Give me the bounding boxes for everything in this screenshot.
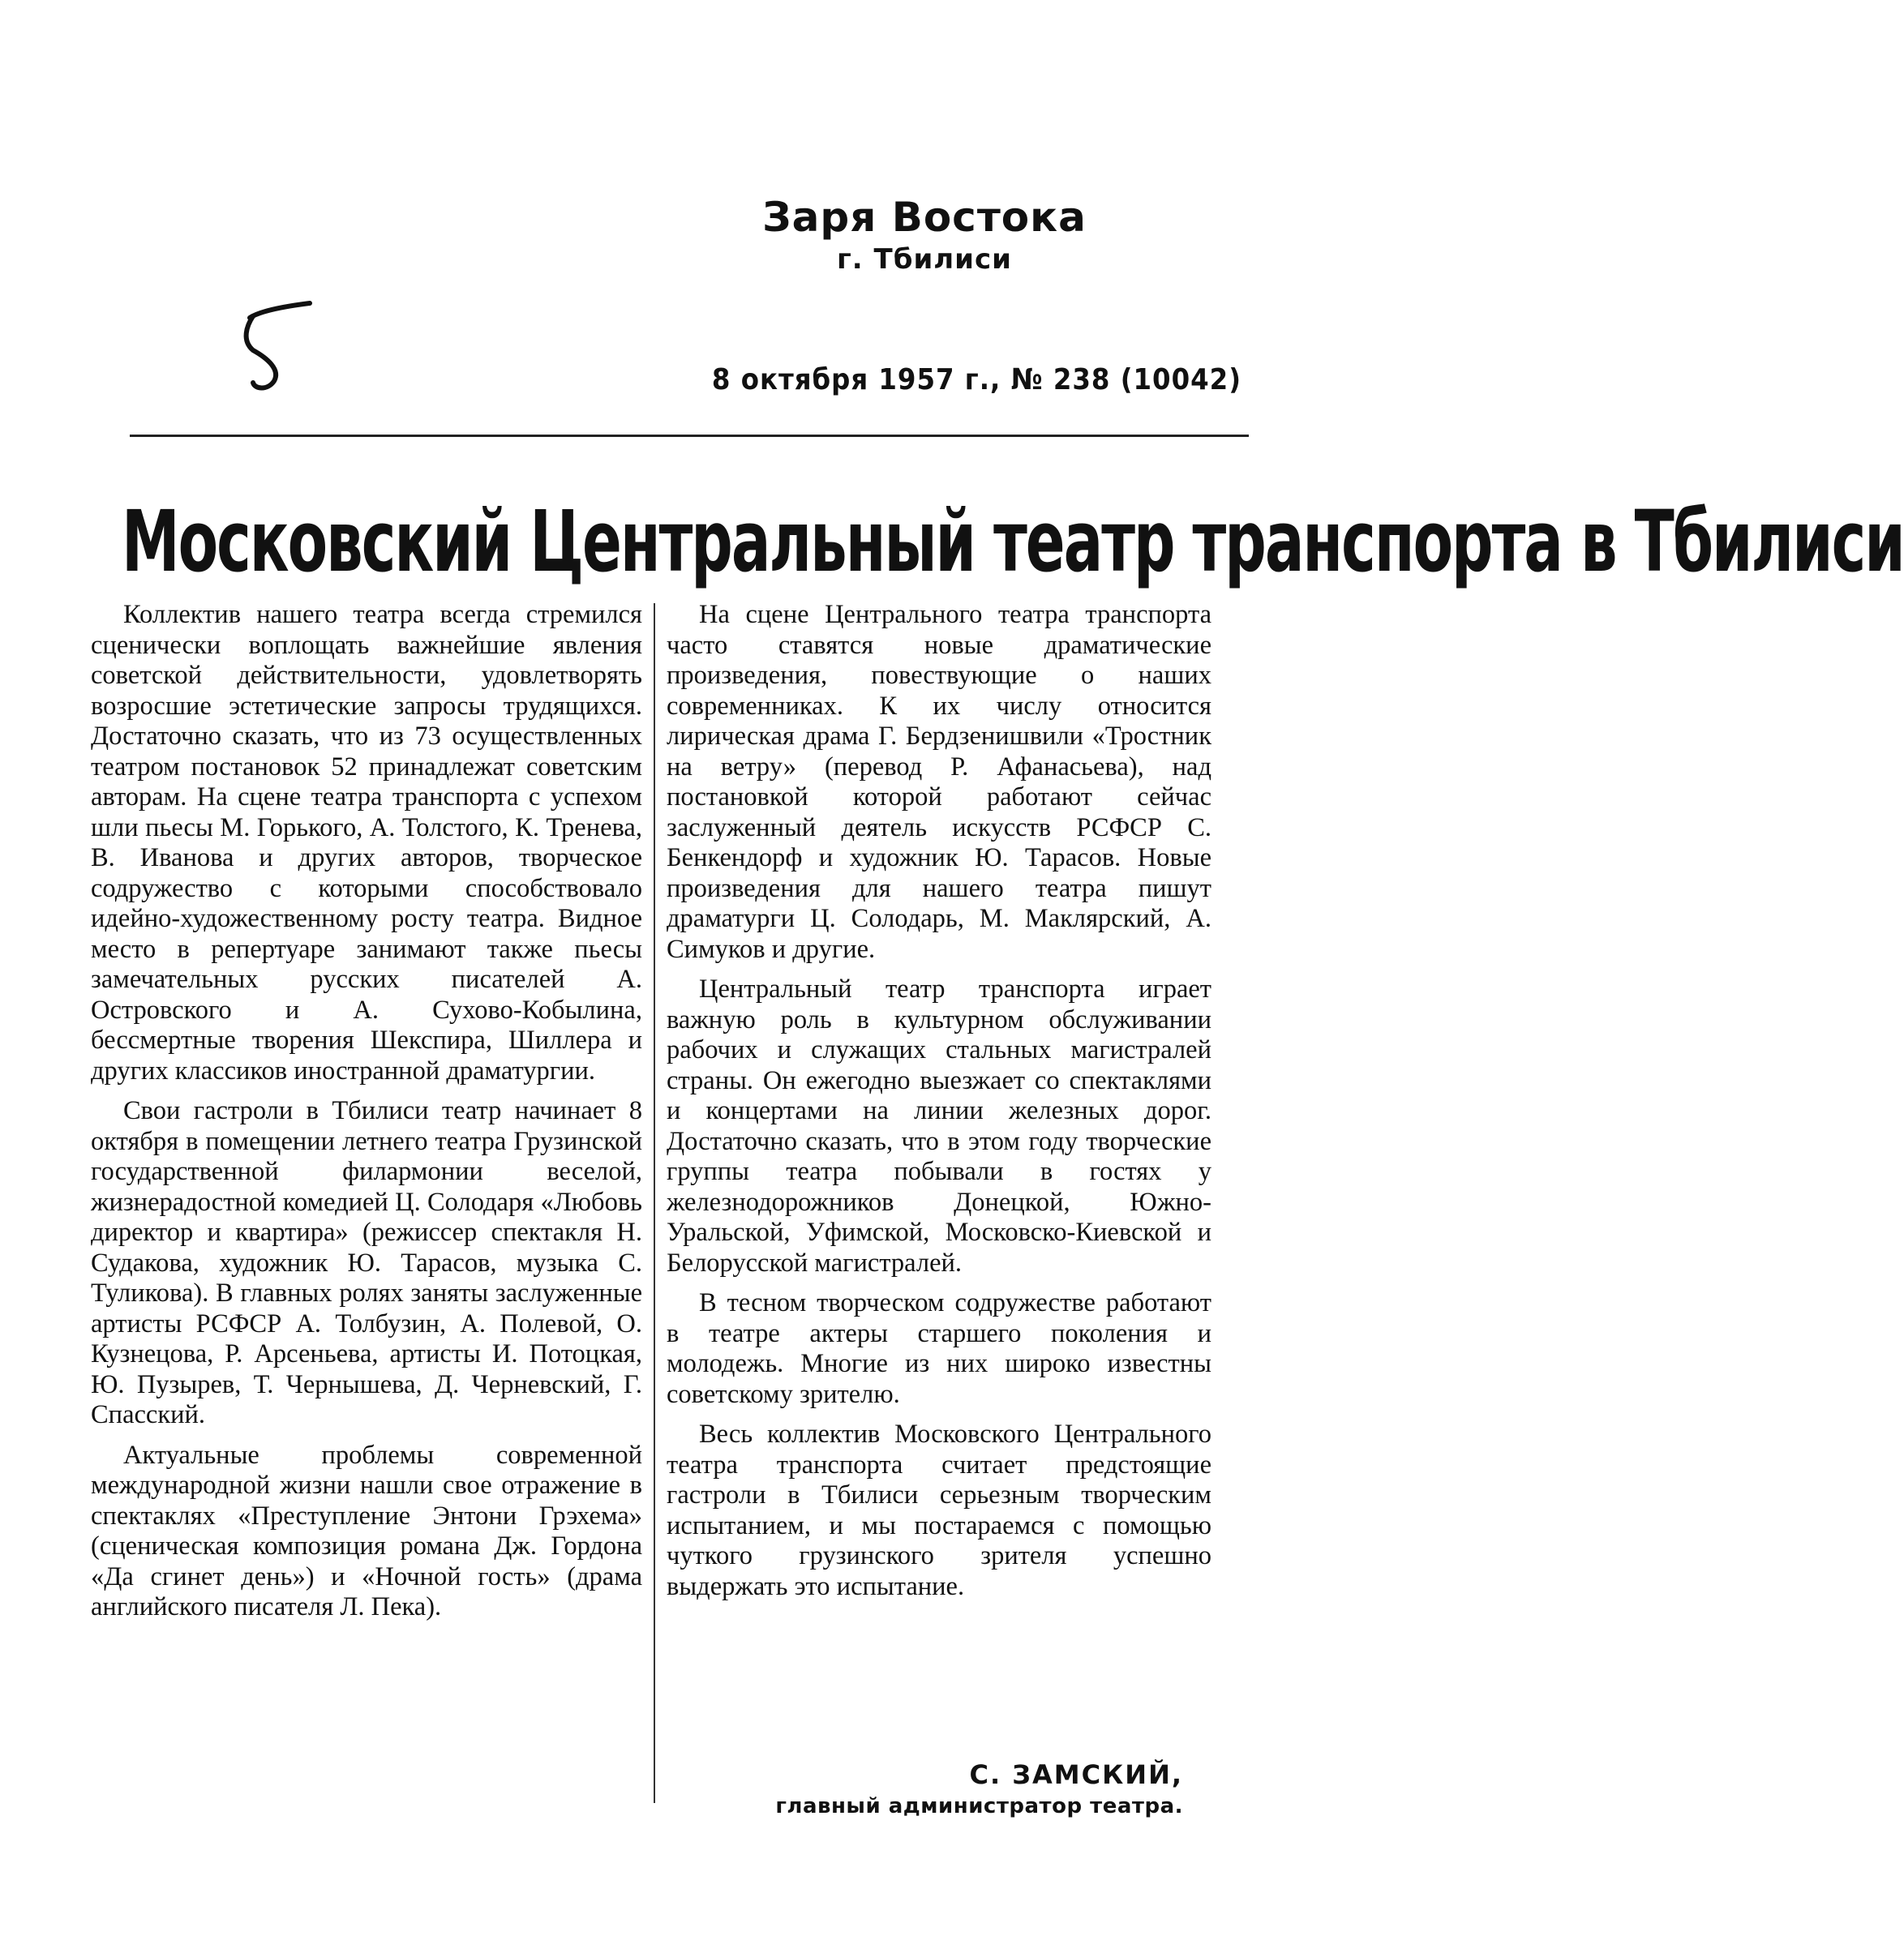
paragraph: Свои гастроли в Тбилиси театр начинает 8 октября в помещении летнего театра Грузинской государственной филармонии веселой, жизнерадостной комедией Ц. Солодаря «Любовь директор и квартира» (режиссер спектакля Н. Судакова, художник Ю. Тарасов, музыка С. Туликова). В главных ролях заняты заслуженные артисты РСФСР А. Толбузин, А. Полевой, О. Кузнецова, Р. Арсеньева, артисты И. Потоцкая, Ю. Пузырев, Т. Чернышева, Д. Черневский, Г. Спасский. (91, 1096, 642, 1429)
newspaper-city: г. Тбилиси (837, 243, 1012, 276)
column-divider (654, 603, 655, 1803)
right-column (667, 600, 1211, 1612)
paragraph: Весь коллектив Московского Центрального театра транспорта считает предстоящие гастроли в Тбилиси серьезным творческим испытанием, и мы постараемся с помощью чуткого грузинского зрителя успешно выдержать это испытание. (667, 1420, 1211, 1601)
paragraph: Центральный театр транспорта играет важную роль в культурном обслуживании рабочих и служащих стальных магистралей страны. Он ежегодно выезжает со спектаклями и концертами на линии железных дорог. Достаточно сказать, что в этом году творческие группы театра побывали в гостях у железнодорожников Донецкой, Южно-Уральской, Уфимской, Московско-Киевской и Белорусской магистралей. (667, 974, 1211, 1278)
paragraph: На сцене Центрального театра транспорта часто ставятся новые драматические произведения, повествующие о наших современниках. К их числу относится лирическая драма Г. Бердзенишвили «Тростник на ветру» (перевод Р. Афанасьева), над постановкой которой работают сейчас заслуженный деятель искусств РСФСР С. Бенкендорф и художник Ю. Тарасов. Новые произведения для нашего театра пишут драматурги Ц. Солодарь, М. Маклярский, А. Симуков и другие. (667, 600, 1211, 964)
header-rule (130, 435, 1249, 437)
author-signature (775, 1758, 1183, 1821)
left-column (91, 600, 642, 1633)
paragraph: Актуальные проблемы современной международной жизни нашли свое отражение в спектаклях «Преступление Энтони Грэхема» (сценическая композиция романа Дж. Гордона «Да сгинет день») и «Ночной гость» (драма английского писателя Л. Пека). (91, 1440, 642, 1621)
issue-dateline: 8 октября 1957 г., № 238 (10042) (711, 363, 1241, 396)
author-role: главный администратор театра. (775, 1794, 1183, 1818)
newspaper-name: Заря Востока (762, 194, 1087, 241)
handwritten-page-number (235, 276, 324, 397)
paragraph: В тесном творческом содружестве работают в театре актеры старшего поколения и молодежь. Многие из них широко известны советскому зрителю. (667, 1288, 1211, 1409)
author-name: С. ЗАМСКИЙ, (969, 1759, 1183, 1790)
paragraph: Коллектив нашего театра всегда стремился сценически воплощать важнейшие явления советской действительности, удовлетворять возросшие эстетические запросы трудящихся. Достаточно сказать, что из 73 осуществленных театром постановок 52 принадлежат советским авторам. На сцене театра транспорта с успехом шли пьесы М. Горького, А. Толстого, К. Тренева, В. Иванова и других авторов, творческое содружество с которыми способствовало идейно-художественному росту театра. Видное место в репертуаре занимают также пьесы замечательных русских писателей А. Островского и А. Сухово-Кобылина, бессмертные творения Шекспира, Шиллера и других классиков иностранной драматургии. (91, 600, 642, 1086)
article-headline: Московский Центральный театр транспорта в Тбилиси (122, 491, 1904, 591)
newspaper-masthead (730, 193, 1119, 277)
